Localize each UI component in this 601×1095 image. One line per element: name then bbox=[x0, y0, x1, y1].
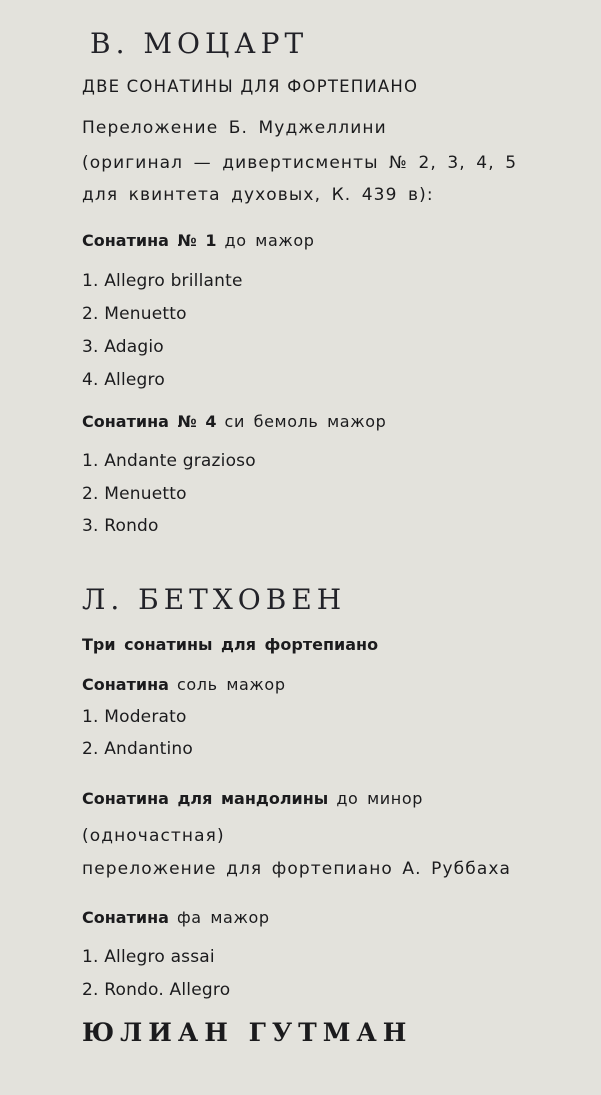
mozart-title: ДВЕ СОНАТИНЫ ДЛЯ ФОРТЕПИАНО bbox=[82, 77, 419, 96]
composer-beethoven: Л. БЕТХОВЕН bbox=[82, 583, 347, 616]
movement: 2. Andantino bbox=[82, 739, 193, 759]
sonatina-label: Сонатина № 4 bbox=[82, 412, 217, 431]
sonatina-heading bbox=[82, 788, 423, 810]
movement: 1. Allegro assai bbox=[82, 947, 215, 967]
movement: 4. Allegro bbox=[82, 370, 165, 390]
composer-mozart: В. МОЦАРТ bbox=[90, 27, 309, 60]
movement: 1. Moderato bbox=[82, 707, 187, 727]
movement: 3. Adagio bbox=[82, 337, 164, 357]
sonatina-label: Сонатина bbox=[82, 908, 169, 927]
sonatina-note: переложение для фортепиано А. Руббаха bbox=[82, 859, 512, 879]
sonatina-label: Сонатина bbox=[82, 675, 169, 694]
sonatina-heading bbox=[82, 230, 315, 252]
sonatina-key: соль мажор bbox=[177, 675, 286, 694]
movement: 3. Rondo bbox=[82, 516, 159, 536]
sonatina-heading bbox=[82, 411, 386, 433]
sonatina-key: до мажор bbox=[224, 231, 315, 250]
sonatina-key: до минор bbox=[336, 789, 423, 808]
movement: 2. Rondo. Allegro bbox=[82, 980, 231, 1000]
performer-name: ЮЛИАН ГУТМАН bbox=[82, 1018, 413, 1047]
sonatina-label: Сонатина № 1 bbox=[82, 231, 217, 250]
mozart-original-line1: (оригинал — дивертисменты № 2, 3, 4, 5 bbox=[82, 153, 518, 173]
sonatina-label: Сонатина для мандолины bbox=[82, 789, 329, 808]
sonatina-key: си бемоль мажор bbox=[224, 412, 387, 431]
sonatina-heading bbox=[82, 674, 286, 696]
sonatina-note: (одночастная) bbox=[82, 826, 225, 846]
movement: 1. Allegro brillante bbox=[82, 271, 243, 291]
movement: 2. Menuetto bbox=[82, 484, 187, 504]
movement: 2. Menuetto bbox=[82, 304, 187, 324]
sonatina-heading bbox=[82, 907, 270, 929]
beethoven-title-text: Три сонатины для фортепиано bbox=[82, 635, 379, 654]
movement: 1. Andante grazioso bbox=[82, 451, 256, 471]
sonatina-key: фа мажор bbox=[177, 908, 270, 927]
beethoven-title bbox=[82, 634, 378, 656]
mozart-original-line2: для квинтета духовых, К. 439 в): bbox=[82, 185, 434, 205]
mozart-arrangement: Переложение Б. Муджеллини bbox=[82, 118, 387, 138]
